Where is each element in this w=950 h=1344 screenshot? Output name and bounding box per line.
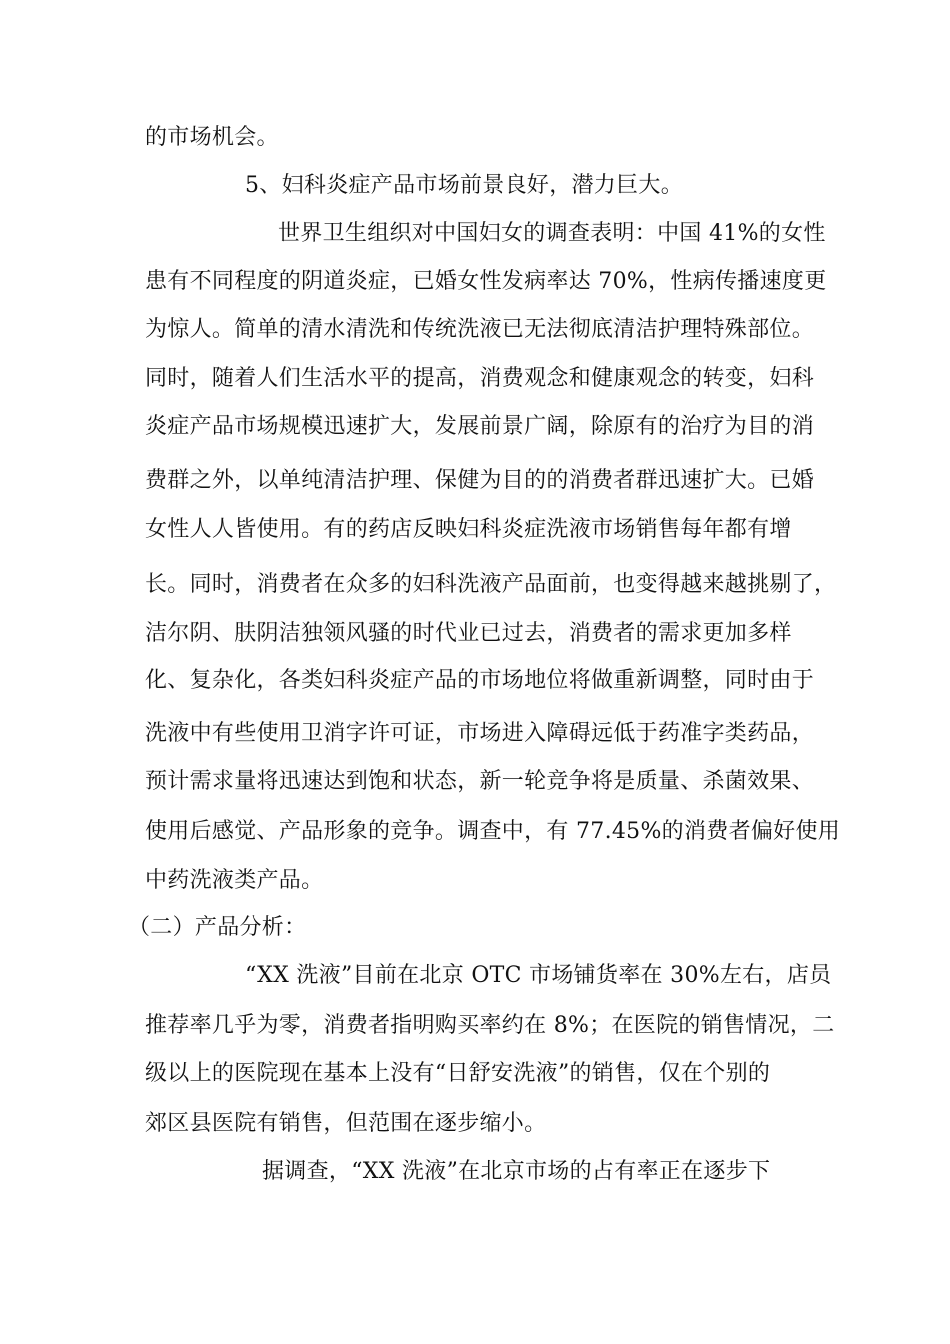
text-line: 患有不同程度的阴道炎症，已婚女性发病率达 70%，性病传播速度更 bbox=[145, 269, 827, 294]
text-line: 女性人人皆使用。有的药店反映妇科炎症洗液市场销售每年都有增 bbox=[145, 517, 792, 542]
text-line: 中药洗液类产品。 bbox=[145, 868, 324, 893]
text-line: 预计需求量将迅速达到饱和状态，新一轮竞争将是质量、杀菌效果、 bbox=[145, 769, 815, 794]
text-line: 费群之外，以单纯清洁护理、保健为目的的消费者群迅速扩大。已婚 bbox=[145, 468, 815, 493]
text-line: 炎症产品市场规模迅速扩大，发展前景广阔，除原有的治疗为目的消 bbox=[145, 414, 815, 439]
text-line: 级以上的医院现在基本上没有“日舒安洗液”的销售，仅在个别的 bbox=[145, 1061, 771, 1086]
text-line: 的市场机会。 bbox=[145, 125, 279, 150]
text-line: 为惊人。简单的清水清洗和传统洗液已无法彻底清洁护理特殊部位。 bbox=[145, 317, 815, 342]
text-line: 化、复杂化，各类妇科炎症产品的市场地位将做重新调整，同时由于 bbox=[145, 668, 815, 693]
text-line: 同时，随着人们生活水平的提高，消费观念和健康观念的转变，妇科 bbox=[145, 366, 815, 391]
text-line: 世界卫生组织对中国妇女的调查表明：中国 41%的女性 bbox=[278, 221, 826, 246]
text-line: 据调查，“XX 洗液”在北京市场的占有率正在逐步下 bbox=[262, 1159, 771, 1184]
text-line: “XX 洗液”目前在北京 OTC 市场铺货率在 30%左右，店员 bbox=[245, 963, 832, 988]
section-heading: 5、妇科炎症产品市场前景良好，潜力巨大。 bbox=[245, 173, 683, 198]
text-line: 洗液中有些使用卫消字许可证，市场进入障碍远低于药准字类药品， bbox=[145, 721, 815, 746]
text-line: 长。同时，消费者在众多的妇科洗液产品面前，也变得越来越挑剔了， bbox=[145, 572, 837, 597]
text-line: 推荐率几乎为零，消费者指明购买率约在 8%；在医院的销售情况，二 bbox=[145, 1013, 835, 1038]
section-heading: （二）产品分析： bbox=[128, 915, 307, 940]
text-line: 洁尔阴、肤阴洁独领风骚的时代业已过去，消费者的需求更加多样 bbox=[145, 621, 792, 646]
text-line: 郊区县医院有销售，但范围在逐步缩小。 bbox=[145, 1111, 547, 1136]
text-line: 使用后感觉、产品形象的竞争。调查中，有 77.45%的消费者偏好使用 bbox=[145, 819, 841, 844]
